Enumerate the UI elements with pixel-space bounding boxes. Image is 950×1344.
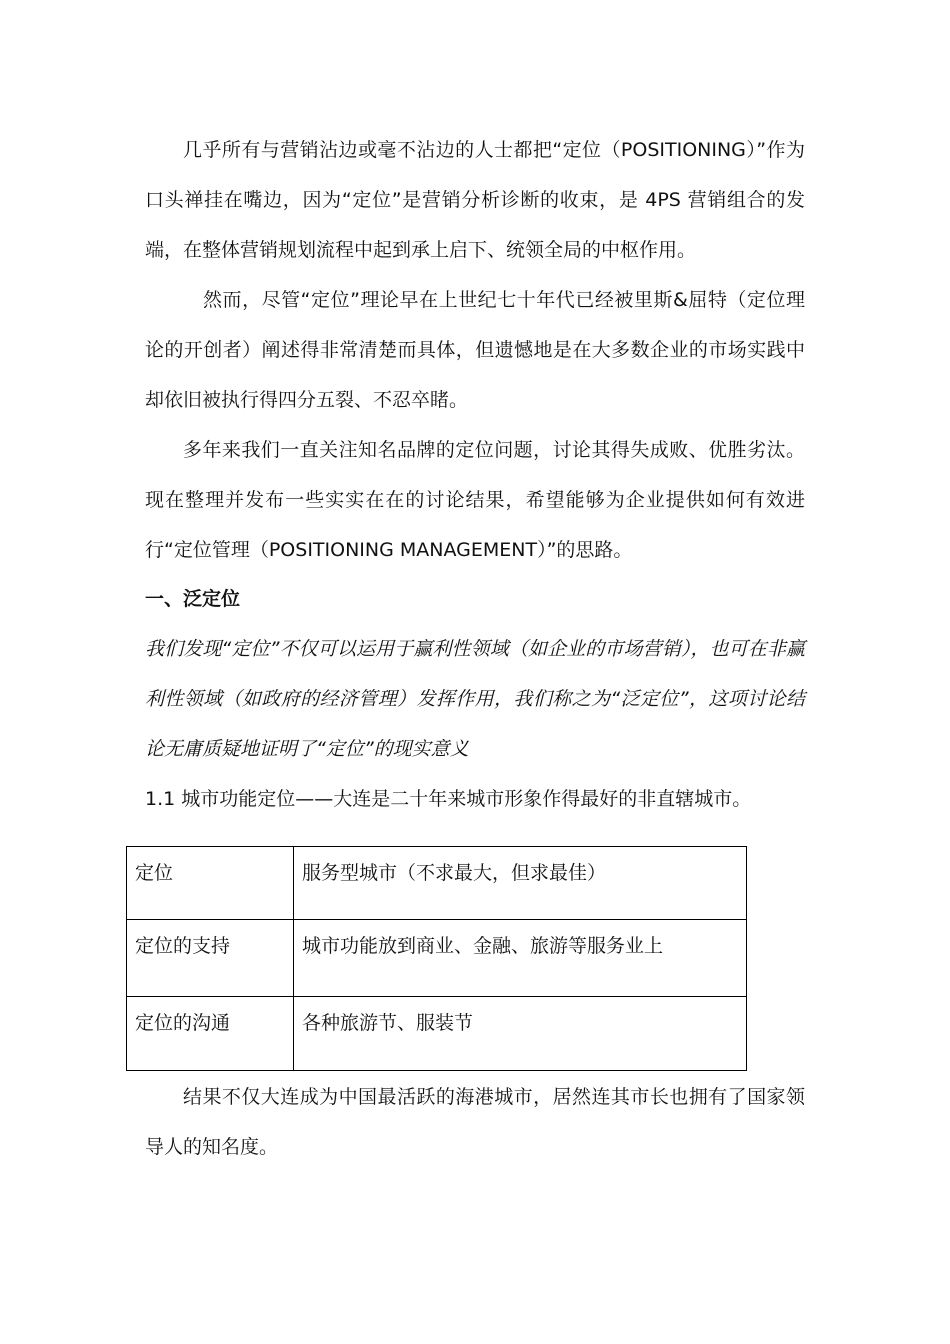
positioning-table [126,846,747,1071]
table-row [127,920,747,997]
table-cell-value: 服务型城市（不求最大，但求最佳） [294,847,747,920]
table-cell-label: 定位的沟通 [127,997,294,1071]
table-cell-value: 各种旅游节、服装节 [294,997,747,1071]
subsection-heading: 1.1 城市功能定位——大连是二十年来城市形象作得最好的非直辖城市。 [145,788,752,810]
result-paragraph: 结果不仅大连成为中国最活跃的海港城市，居然连其市长也拥有了国家领导人的知名度。 [145,1086,805,1158]
table-row [127,847,747,920]
table-row [127,997,747,1071]
history-paragraph: 然而，尽管“定位”理论早在上世纪七十年代已经被里斯&屈特（定位理论的开创者）阐述得非常清楚而具体，但遗憾地是在大多数企业的市场实践中却依旧被执行得四分五裂、不忍卒睹。 [145,289,805,411]
section-heading: 一、泛定位 [145,588,241,610]
intro-paragraph: 几乎所有与营销沾边或毫不沾边的人士都把“定位（POSITIONING）”作为口头禅挂在嘴边，因为“定位”是营销分析诊断的收束，是 4PS 营销组合的发端，在整体营销规划流程中起到承上启下、统领全局的中枢作用。 [145,139,805,261]
purpose-paragraph: 多年来我们一直关注知名品牌的定位问题，讨论其得失成败、优胜劣汰。现在整理并发布一些实实在在的讨论结果，希望能够为企业提供如何有效进行“定位管理（POSITIONING MANAGEMENT）”的思路。 [145,439,805,561]
italic-summary-paragraph: 我们发现“定位”不仅可以运用于赢利性领域（如企业的市场营销），也可在非赢利性领域（如政府的经济管理）发挥作用，我们称之为“泛定位”，这项讨论结论无庸质疑地证明了“定位”的现实意义 [145,638,805,760]
table-cell-label: 定位的支持 [127,920,294,997]
table-cell-value: 城市功能放到商业、金融、旅游等服务业上 [294,920,747,997]
table-cell-label: 定位 [127,847,294,920]
